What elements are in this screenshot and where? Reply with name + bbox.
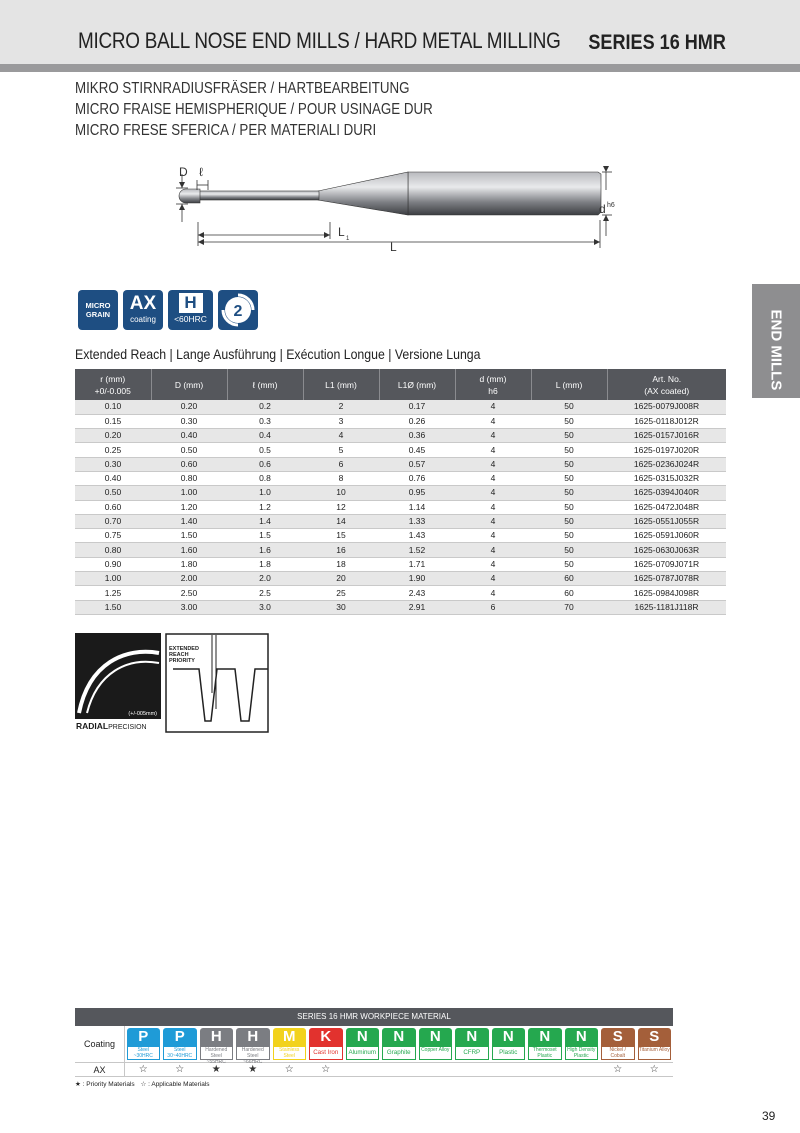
table-cell: 4 [455,414,531,428]
material-cell [417,1026,454,1062]
material-letter: S [638,1028,672,1046]
table-caption: Extended Reach | Lange Ausführung | Exécution Longue | Versione Lunga [75,346,481,362]
col-header-art-no: Art. No. (AX coated) [607,369,726,400]
table-cell: 1625-0315J032R [607,471,726,485]
table-cell: 1625-0118J012R [607,414,726,428]
material-letter: H [200,1028,234,1046]
table-cell: 2.91 [379,600,455,614]
end-mill-drawing [168,160,628,260]
table-cell: 1625-0394J040R [607,486,726,500]
table-cell: 3.0 [227,600,303,614]
table-cell: 50 [531,471,607,485]
workpiece-materials-row [75,1026,673,1063]
radial-precision-tolerance: (+/-005mm) [128,711,157,717]
table-cell: 1.50 [151,529,227,543]
table-cell: 0.20 [75,429,151,443]
table-cell: 0.40 [75,471,151,485]
micro-grain-line2: GRAIN [85,310,111,319]
material-name: Graphite [382,1046,416,1060]
table-header-row [75,369,726,400]
material-letter: N [346,1028,380,1046]
material-name: Stainless Steel [273,1046,307,1060]
table-row [75,414,726,428]
table-cell: 0.40 [151,429,227,443]
table-cell: 25 [303,586,379,600]
table-cell: 1.5 [227,529,303,543]
extended-reach-line2: REACH [169,652,189,658]
label-L1: L [338,225,345,239]
material-letter: N [455,1028,489,1046]
table-cell: 4 [455,586,531,600]
table-cell: 50 [531,443,607,457]
flutes-badge [218,290,258,330]
material-rating: ☆ [284,1064,294,1075]
table-cell: 0.30 [75,457,151,471]
material-letter: P [163,1028,197,1046]
table-cell: 1625-0984J098R [607,586,726,600]
table-cell: 1625-0157J016R [607,429,726,443]
table-cell: 20 [303,572,379,586]
material-letter: N [528,1028,562,1046]
hardness-badge-sublabel: <60HRC [174,314,207,324]
workpiece-material-table [75,1008,673,1077]
rating-legend [75,1080,214,1088]
table-cell: 15 [303,529,379,543]
ax-badge-label: AX [129,293,157,314]
material-cell [198,1026,235,1065]
table-cell: 50 [531,500,607,514]
col-header-L1: L1 (mm) [303,369,379,400]
table-cell: 4 [455,500,531,514]
table-cell: 1.14 [379,500,455,514]
table-cell: 50 [531,457,607,471]
material-name: Cast Iron [309,1046,343,1060]
material-name: Hardened Steel ~66HRC [236,1046,270,1060]
table-cell: 1625-0472J048R [607,500,726,514]
table-body [75,400,726,614]
table-cell: 50 [531,414,607,428]
material-cell [308,1026,345,1062]
table-cell: 5 [303,443,379,457]
table-cell: 18 [303,557,379,571]
table-cell: 1.90 [379,572,455,586]
hardness-badge-label: H [179,293,203,313]
table-cell: 0.60 [151,457,227,471]
material-rating: ★ [248,1064,258,1075]
table-cell: 4 [455,557,531,571]
table-cell: 1.00 [75,572,151,586]
radial-precision-label-rest: PRECISION [108,724,147,731]
table-row [75,572,726,586]
table-cell: 1.43 [379,529,455,543]
flutes-count: 2 [233,303,243,320]
table-cell: 6 [455,600,531,614]
material-rating [490,1063,527,1076]
table-cell: 0.75 [75,529,151,543]
table-cell: 0.36 [379,429,455,443]
table-cell: 50 [531,486,607,500]
material-cell [563,1026,600,1062]
table-cell: 0.90 [75,557,151,571]
table-cell: 1.8 [227,557,303,571]
table-cell: 4 [455,400,531,414]
table-cell: 50 [531,543,607,557]
table-cell: 1.80 [151,557,227,571]
table-cell: 2.5 [227,586,303,600]
material-cell [490,1026,527,1062]
label-d: d [599,202,606,216]
table-cell: 4 [455,514,531,528]
table-cell: 1.2 [227,500,303,514]
table-cell: 1.52 [379,543,455,557]
table-cell: 12 [303,500,379,514]
table-cell: 0.76 [379,471,455,485]
table-cell: 2.00 [151,572,227,586]
svg-text:RADIALPRECISION [76,721,147,731]
table-cell: 4 [455,429,531,443]
table-cell: 70 [531,600,607,614]
table-cell: 4 [455,543,531,557]
table-cell: 0.57 [379,457,455,471]
table-cell: 3 [303,414,379,428]
material-letter: H [236,1028,270,1046]
table-cell: 0.50 [75,486,151,500]
material-name: Nickel / Cobalt [601,1046,635,1060]
table-cell: 4 [455,443,531,457]
table-cell: 4 [455,572,531,586]
material-cell [527,1026,564,1062]
table-cell: 10 [303,486,379,500]
subtitle-italian: MICRO FRESE SFERICA / PER MATERIALI DURI [75,122,377,139]
series-title: SERIES 16 HMR [588,31,726,54]
radial-precision-icon [75,633,161,733]
material-cell [235,1026,272,1065]
table-cell: 0.20 [151,400,227,414]
table-cell: 2.0 [227,572,303,586]
table-cell: 1.33 [379,514,455,528]
table-cell: 1.00 [151,486,227,500]
subtitle-french: MICRO FRAISE HEMISPHERIQUE / POUR USINAGE DUR [75,101,433,118]
table-cell: 0.5 [227,443,303,457]
table-cell: 1625-1181J118R [607,600,726,614]
material-name: CFRP [455,1046,489,1060]
table-cell: 16 [303,543,379,557]
table-cell: 1.25 [75,586,151,600]
material-rating: ☆ [649,1064,659,1075]
table-cell: 30 [303,600,379,614]
table-cell: 0.26 [379,414,455,428]
table-row [75,514,726,528]
table-cell: 4 [455,471,531,485]
material-rating: ☆ [138,1064,148,1075]
page-number: 39 [762,1109,776,1123]
table-cell: 4 [455,486,531,500]
flute-icon [218,290,258,330]
page-title: MICRO BALL NOSE END MILLS / HARD METAL MILLING [78,28,561,53]
table-cell: 0.3 [227,414,303,428]
table-cell: 0.25 [75,443,151,457]
label-L1-sub: 1 [346,236,350,242]
material-cell [600,1026,637,1062]
col-header-r: r (mm) +0/-0.005 [75,369,151,400]
material-name: Hardened Steel ~55HRC [200,1046,234,1060]
table-cell: 4 [303,429,379,443]
material-letter: M [273,1028,307,1046]
material-name: Copper Alloy [419,1046,453,1060]
table-cell: 1.0 [227,486,303,500]
col-header-L: L (mm) [531,369,607,400]
table-cell: 1625-0079J008R [607,400,726,414]
table-cell: 60 [531,572,607,586]
material-rating [417,1063,454,1076]
feature-badges [78,290,258,330]
table-cell: 1.60 [151,543,227,557]
col-header-D: D (mm) [151,369,227,400]
table-cell: 1.4 [227,514,303,528]
table-cell: 50 [531,557,607,571]
label-D: D [179,165,188,179]
table-cell: 0.50 [151,443,227,457]
extended-reach-line1: EXTENDED [169,646,199,652]
table-cell: 0.30 [151,414,227,428]
material-cell [271,1026,308,1062]
table-cell: 0.80 [151,471,227,485]
table-cell: 60 [531,586,607,600]
table-cell: 1625-0787J078R [607,572,726,586]
table-row [75,600,726,614]
material-cell [344,1026,381,1062]
table-row [75,471,726,485]
table-cell: 0.17 [379,400,455,414]
micro-grain-badge [78,290,118,330]
table-cell: 1625-0197J020R [607,443,726,457]
material-rating [344,1063,381,1076]
header-accent-stripe [0,64,800,72]
table-cell: 1625-0709J071R [607,557,726,571]
table-row [75,500,726,514]
table-cell: 0.60 [75,500,151,514]
table-row [75,557,726,571]
table-row [75,586,726,600]
label-ell: ℓ [199,165,203,179]
micro-grain-line1: MICRO [85,301,111,310]
col-header-d: d (mm) h6 [455,369,531,400]
material-rating: ★ [211,1064,221,1075]
table-cell: 50 [531,514,607,528]
material-cell [454,1026,491,1062]
subtitle-german: MIKRO STIRNRADIUSFRÄSER / HARTBEARBEITUNG [75,80,410,97]
material-rating [381,1063,418,1076]
col-header-L1-dia: L1Ø (mm) [379,369,455,400]
table-cell: 6 [303,457,379,471]
table-row [75,443,726,457]
ax-badge-sublabel: coating [130,315,156,324]
material-letter: K [309,1028,343,1046]
material-cell [636,1026,673,1062]
material-letter: N [565,1028,599,1046]
table-cell: 1625-0591J060R [607,529,726,543]
ax-rating-row [75,1063,673,1077]
table-cell: 2.43 [379,586,455,600]
table-cell: 2.50 [151,586,227,600]
material-rating [454,1063,491,1076]
material-letter: N [492,1028,526,1046]
material-name: Steel ~30HRC [127,1046,161,1060]
table-cell: 14 [303,514,379,528]
workpiece-title: SERIES 16 HMR WORKPIECE MATERIAL [75,1008,673,1026]
specification-table [75,369,726,615]
label-d-tolerance: h6 [607,202,615,209]
table-cell: 50 [531,429,607,443]
material-rating: ☆ [613,1064,623,1075]
ax-coating-badge [123,290,163,330]
table-cell: 1.50 [75,600,151,614]
col-header-ell: ℓ (mm) [227,369,303,400]
table-cell: 4 [455,457,531,471]
material-cell [381,1026,418,1062]
material-letter: P [127,1028,161,1046]
material-rating: ☆ [321,1064,331,1075]
label-L: L [390,240,397,254]
material-cell [162,1026,199,1062]
table-cell: 1.71 [379,557,455,571]
material-letter: S [601,1028,635,1046]
table-row [75,457,726,471]
table-cell: 1625-0551J055R [607,514,726,528]
material-rating [563,1063,600,1076]
table-cell: 0.45 [379,443,455,457]
table-cell: 1625-0630J063R [607,543,726,557]
table-cell: 2 [303,400,379,414]
extended-reach-line3: PRIORITY [169,658,195,664]
table-row [75,400,726,414]
table-cell: 1625-0236J024R [607,457,726,471]
table-cell: 0.10 [75,400,151,414]
table-cell: 0.15 [75,414,151,428]
table-row [75,543,726,557]
table-cell: 8 [303,471,379,485]
table-row [75,529,726,543]
table-cell: 4 [455,529,531,543]
material-rating [527,1063,564,1076]
table-cell: 50 [531,400,607,414]
table-cell: 0.2 [227,400,303,414]
ax-row-label: AX [75,1063,125,1076]
table-cell: 0.80 [75,543,151,557]
legend-priority: ★ : Priority Materials [75,1081,135,1088]
coating-label: Coating [75,1026,125,1062]
table-cell: 0.6 [227,457,303,471]
table-row [75,429,726,443]
table-cell: 3.00 [151,600,227,614]
side-tab-label: END MILLS [767,309,785,391]
hardness-badge [168,290,213,330]
table-cell: 50 [531,529,607,543]
table-cell: 0.95 [379,486,455,500]
legend-applicable: ☆ : Applicable Materials [140,1081,210,1088]
material-cell [125,1026,162,1062]
table-cell: 1.20 [151,500,227,514]
material-name: Titanium Alloy [638,1046,672,1060]
material-name: Plastic [492,1046,526,1060]
table-row [75,486,726,500]
table-cell: 0.8 [227,471,303,485]
table-cell: 1.6 [227,543,303,557]
table-cell: 1.40 [151,514,227,528]
material-name: Steel 30~40HRC [163,1046,197,1060]
table-cell: 0.4 [227,429,303,443]
material-letter: N [419,1028,453,1046]
extended-reach-icon [165,633,269,733]
material-letter: N [382,1028,416,1046]
table-cell: 0.70 [75,514,151,528]
material-name: Aluminum [346,1046,380,1060]
material-name: Thermoset Plastic [528,1046,562,1060]
material-name: High Density Plastic [565,1046,599,1060]
material-rating: ☆ [175,1064,185,1075]
radial-precision-label-bold: RADIAL [76,721,109,731]
